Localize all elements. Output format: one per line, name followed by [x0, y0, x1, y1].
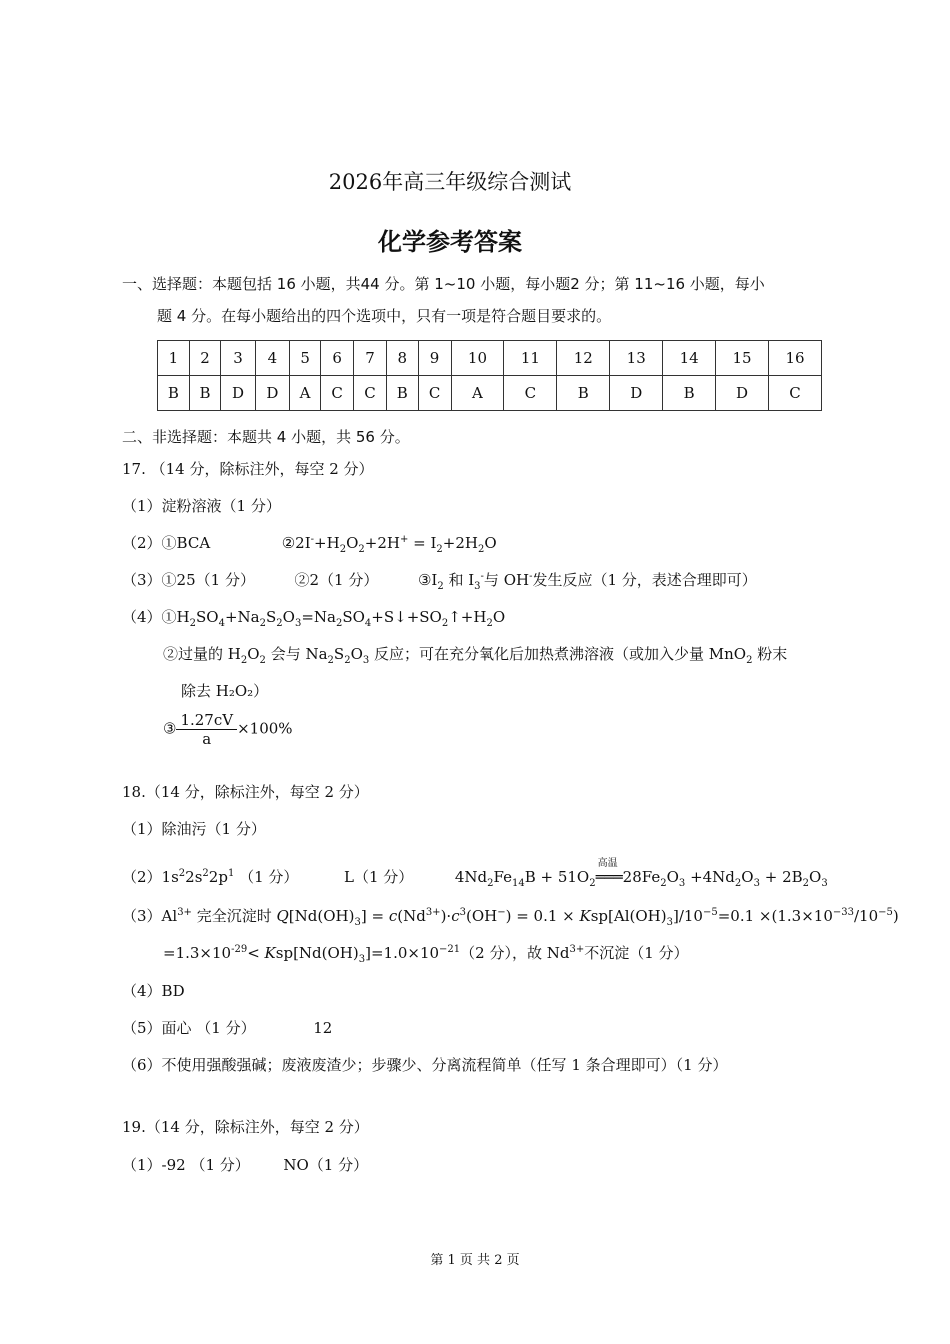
answer-cell: D — [716, 376, 769, 411]
answer-cell: B — [386, 376, 418, 411]
q18-part4: （4）BD — [122, 982, 185, 1000]
answer-cell: D — [255, 376, 289, 411]
q17-part4-formula-tail: ×100% — [237, 719, 293, 738]
answer-cell: B — [557, 376, 610, 411]
question-number: 14 — [663, 341, 716, 376]
q17-part4-line1 — [122, 606, 505, 629]
q18-part2-label: （2） — [122, 868, 162, 886]
question-number: 3 — [221, 341, 255, 376]
answer-cell: D — [610, 376, 663, 411]
q17-part1: （1）淀粉溶液（1 分） — [122, 497, 281, 515]
answer-cell: C — [354, 376, 387, 411]
q18-part3-line2: $=1.3\times 10^{-29}< Ksp[Nd(OH)_3]=1.0\times 10^{-21}(2$ 分），故 $Nd^{3+}$不沉淀（1 分） — [163, 944, 689, 965]
answer-cell: B — [189, 376, 221, 411]
q17-part4-label: （4） — [122, 608, 162, 626]
answer-cell: C — [418, 376, 451, 411]
question-number: 16 — [769, 341, 822, 376]
question-number: 5 — [290, 341, 321, 376]
q17-part2-answer1: （2）①BCA — [122, 534, 211, 552]
q18-heading: 18.（14 分，除标注外，每空 2 分） — [122, 783, 369, 801]
answer-cell: C — [769, 376, 822, 411]
answer-cell: D — [221, 376, 255, 411]
q18-part2-config: $1s^22s^22p^1$ （1 分） — [161, 868, 299, 886]
document-title: 化学参考答案 — [378, 228, 522, 256]
exam-title: 2026年高三年级综合测试 — [328, 170, 572, 194]
q18-part5 — [122, 1017, 332, 1038]
q19-part1-answer2: NO（1 分） — [283, 1156, 369, 1174]
question-number: 6 — [321, 341, 354, 376]
question-number: 15 — [716, 341, 769, 376]
answer-table-number-row — [158, 341, 822, 376]
q17-part4-explanation-line2: 除去 H₂O₂） — [181, 682, 269, 700]
q17-part4-explanation: ②过量的 $H_2O_2$ 会与 $Na_2S_2O_3$ 反应；可在充分氧化后加热煮沸溶液（或加入少量 MnO$_2$ 粉末 — [163, 645, 788, 666]
q17-part2 — [122, 532, 497, 555]
q18-part3-line1: $(3)Al^{3+}$ 完全沉淀时 $Q[Nd(OH)_3] = c(Nd^{3+})\cdot c^3(OH^-) = 0.1 \times Ksp[Al(OH)_3]/10^{-5}=0.1 \times(1.3\times 10^{-33}/10^{-5})$ — [122, 907, 899, 928]
q17-part3-answer3: $③I_2$ 和 $I_3^-$与 OH-发生反应（1 分，表述合理即可） — [417, 571, 757, 592]
question-number: 13 — [610, 341, 663, 376]
question-number: 4 — [255, 341, 289, 376]
fraction — [176, 711, 237, 748]
answer-cell: A — [290, 376, 321, 411]
q17-part3 — [122, 569, 757, 592]
question-number: 2 — [189, 341, 221, 376]
q17-part3-answer2: ②2（1 分） — [294, 571, 379, 589]
q19-part1-answer1: （1）-92 （1 分） — [122, 1156, 250, 1174]
q18-part2 — [122, 858, 828, 889]
section2-heading: 二、非选择题：本题共 4 小题，共 56 分。 — [122, 428, 410, 446]
question-number: 12 — [557, 341, 610, 376]
answer-cell: C — [504, 376, 557, 411]
answer-table — [157, 340, 822, 411]
q18-part1: （1）除油污（1 分） — [122, 820, 266, 838]
reaction-condition: 高温 — [597, 858, 618, 869]
section1-instructions-line1: 一、选择题：本题包括 16 小题，共44 分。第 1~10 小题，每小题2 分；第 11~16 小题，每小 — [122, 275, 765, 293]
q18-part5-answer2: 12 — [313, 1019, 333, 1037]
question-number: 10 — [451, 341, 504, 376]
q18-part5-answer1: （5）面心 （1 分） — [122, 1019, 256, 1037]
q17-part2-equation: $②2I^-+H_2O_2+2H^+ = I_2+2H_2O$ — [281, 534, 497, 555]
question-number: 8 — [386, 341, 418, 376]
q18-part2-equation: $4Nd_2Fe_{14}B + 51O_2$ 高温 $═══28Fe_2O_3 +4Nd_2O_3 + 2B_2O_3$ — [455, 868, 828, 886]
answer-cell: A — [451, 376, 504, 411]
q17-part4-formula-marker: ③ — [163, 719, 177, 738]
q18-part2-shell: L（1 分） — [343, 868, 414, 886]
q19-heading: 19.（14 分，除标注外，每空 2 分） — [122, 1118, 369, 1136]
answer-table-answer-row — [158, 376, 822, 411]
q17-part3-answer1: （3）①25（1 分） — [122, 571, 255, 589]
page-footer: 第 1 页 共 2 页 — [430, 1253, 520, 1268]
q18-part6: （6）不使用强酸强碱；废液废渣少；步骤少、分离流程简单（任写 1 条合理即可）（1 分） — [122, 1056, 728, 1074]
question-number: 11 — [504, 341, 557, 376]
section1-instructions-line2: 题 4 分。在每小题给出的四个选项中，只有一项是符合题目要求的。 — [157, 307, 612, 325]
q17-part4-equation: $①H_2SO_4+Na_2S_2O_3=Na_2SO_4+S↓+SO_2↑+H_2O$ — [161, 608, 506, 629]
answer-cell: C — [321, 376, 354, 411]
question-number: 1 — [158, 341, 190, 376]
question-number: 9 — [418, 341, 451, 376]
answer-cell: B — [158, 376, 190, 411]
question-number: 7 — [354, 341, 387, 376]
q19-part1 — [122, 1154, 368, 1175]
q17-heading: 17. （14 分，除标注外，每空 2 分） — [122, 460, 374, 478]
fraction-numerator: 1.27cV — [176, 711, 237, 730]
q17-part4-formula — [163, 711, 293, 748]
answer-cell: B — [663, 376, 716, 411]
reaction-arrow: 高温 ═══ — [596, 868, 623, 886]
fraction-denominator: a — [202, 730, 212, 748]
